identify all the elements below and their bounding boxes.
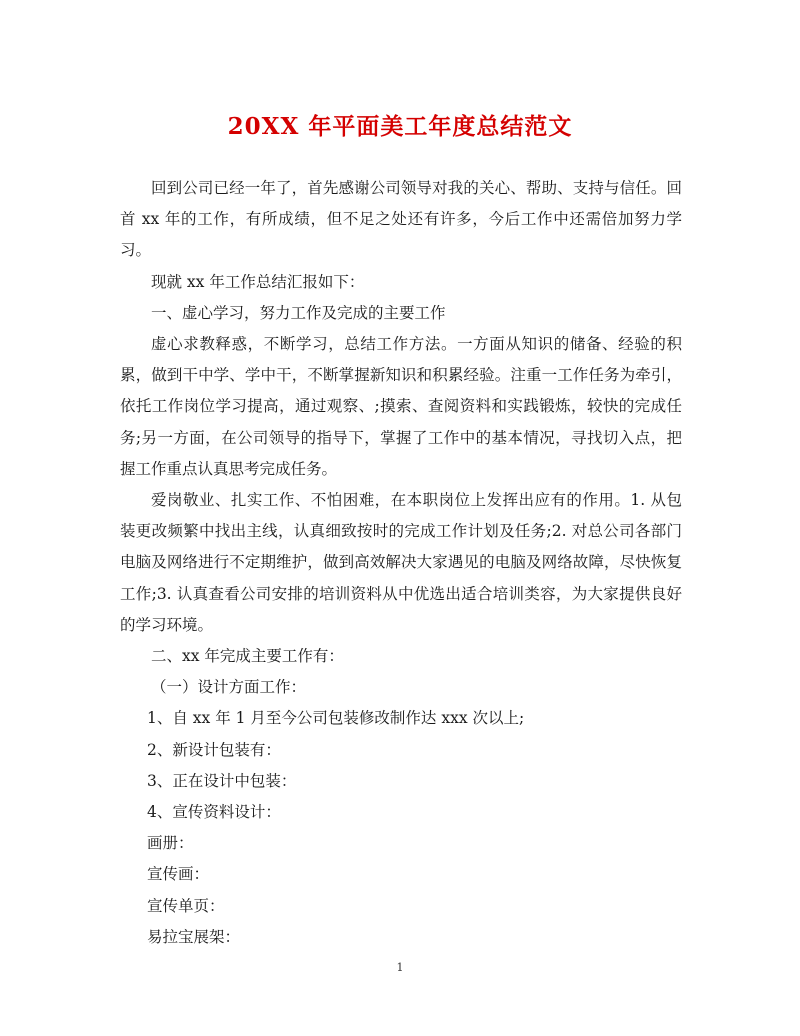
paragraph-intro: 回到公司已经一年了，首先感谢公司领导对我的关心、帮助、支持与信任。回首 xx 年的工作，有所成绩，但不足之处还有许多，今后工作中还需倍加努力学习。 xyxy=(120,179,682,260)
paragraph-dedication: 爱岗敬业、扎实工作、不怕困难，在本职岗位上发挥出应有的作用。1. 从包装更改频繁中找出主线，认真细致按时的完成工作计划及任务;2. 对总公司各部门电脑及网络进行不定期维护，做到高效解决大家遇见的电脑及网络故障，尽快恢复工作;3. 认真查看公司安排的培训资料从中优选出适合培训类容，为大家提供良好的学习环境。 xyxy=(120,491,682,634)
page-number: 1 xyxy=(396,961,404,974)
list-item: 4、宣传资料设计： xyxy=(147,803,281,822)
paragraph-learning: 虚心求教释惑，不断学习，总结工作方法。一方面从知识的储备、经验的积累，做到干中学、学中干，不断掌握新知识和积累经验。注重一工作任务为牵引，依托工作岗位学习提高，通过观察、;摸索、查阅资料和实践锻炼，较快的完成任务;另一方面，在公司领导的指导下，掌握了工作中的基本情况，寻找切入点，把握工作重点认真思考完成任务。 xyxy=(120,335,682,478)
subsection-heading-design: （一）设计方面工作： xyxy=(151,678,307,697)
list-item: 宣传画： xyxy=(147,865,210,884)
list-item: 易拉宝展架： xyxy=(147,927,241,946)
section-heading-2: 二、xx 年完成主要工作有： xyxy=(151,647,344,666)
paragraph-report-lead: 现就 xx 年工作总结汇报如下： xyxy=(151,272,365,291)
list-item: 2、新设计包装有： xyxy=(147,740,281,759)
document-title: 20XX 年平面美工年度总结范文 xyxy=(227,113,573,140)
list-item: 宣传单页： xyxy=(147,896,225,915)
list-item: 1、自 xx 年 1 月至今公司包装修改制作达 xxx 次以上; xyxy=(147,709,525,728)
section-heading-1: 一、虚心学习，努力工作及完成的主要工作 xyxy=(151,303,446,322)
list-item: 3、正在设计中包装： xyxy=(147,771,297,790)
list-item: 画册： xyxy=(147,834,194,853)
document-body xyxy=(120,173,682,953)
